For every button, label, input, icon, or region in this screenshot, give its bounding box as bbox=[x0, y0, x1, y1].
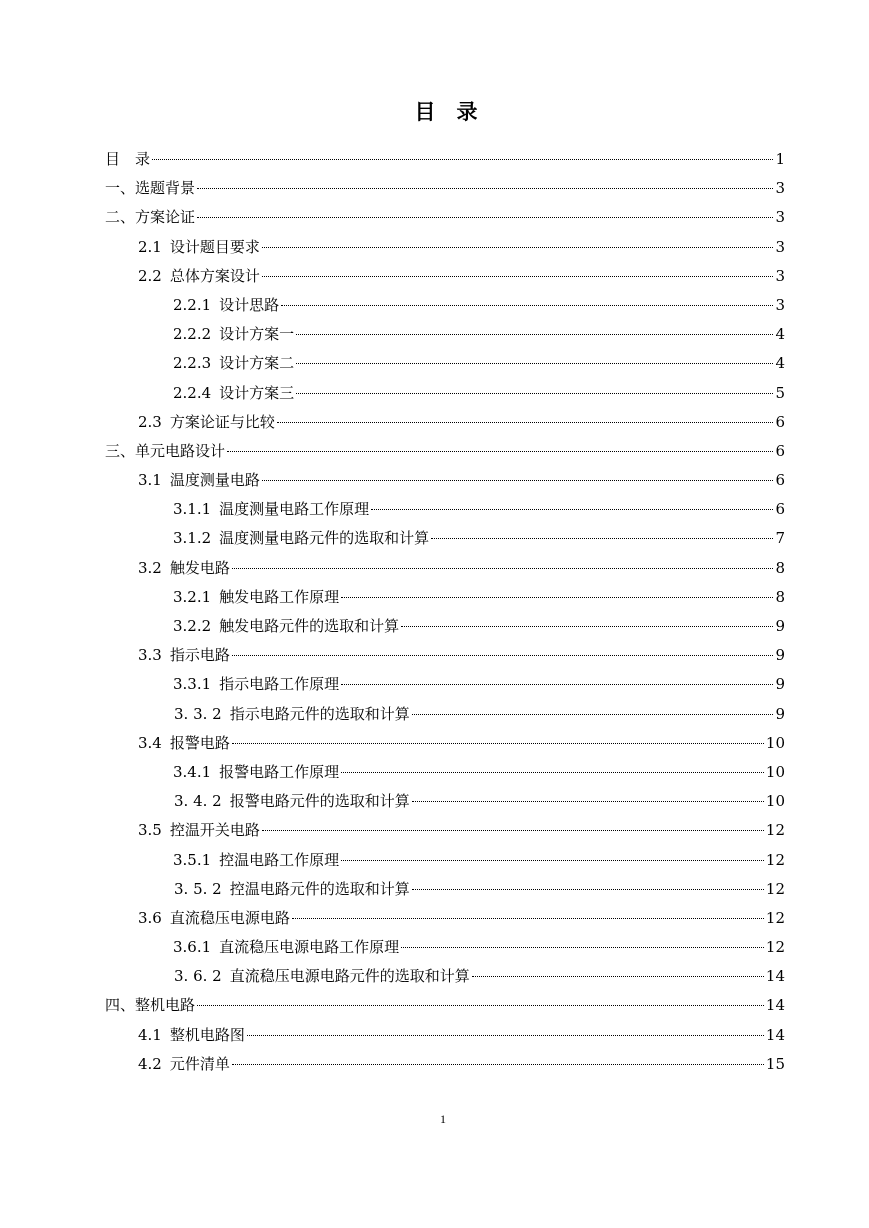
toc-entry[interactable] bbox=[105, 670, 785, 699]
toc-entry-number: 一、 bbox=[105, 179, 136, 198]
toc-entry-page: 12 bbox=[765, 879, 785, 898]
toc-entry[interactable] bbox=[105, 816, 785, 845]
toc-entry-number: 3.3 bbox=[138, 646, 162, 665]
toc-entry-number: 2.3 bbox=[138, 412, 162, 431]
toc-entry[interactable] bbox=[105, 174, 785, 203]
toc-entry-label: 指示电路 bbox=[169, 646, 230, 665]
toc-entry-number: 3.3.1 bbox=[173, 675, 212, 694]
toc-entry[interactable] bbox=[105, 846, 785, 875]
toc-entry-label: 总体方案设计 bbox=[169, 266, 260, 285]
toc-entry-page: 3 bbox=[775, 237, 785, 256]
toc-entry-label: 报警电路工作原理 bbox=[219, 762, 340, 781]
toc-entry-label: 整机电路图 bbox=[169, 1025, 245, 1044]
toc-entry-page: 12 bbox=[765, 821, 785, 840]
toc-dot-leader bbox=[296, 393, 773, 394]
toc-entry-page: 8 bbox=[775, 587, 785, 606]
toc-entry-page: 10 bbox=[765, 733, 785, 752]
toc-dot-leader bbox=[232, 1064, 764, 1065]
toc-entry-page: 9 bbox=[775, 675, 785, 694]
toc-entry-page: 6 bbox=[775, 471, 785, 490]
toc-entry[interactable] bbox=[105, 291, 785, 320]
toc-entry-page: 5 bbox=[775, 383, 785, 402]
toc-entry-label: 控温开关电路 bbox=[169, 821, 260, 840]
toc-dot-leader bbox=[292, 918, 764, 919]
toc-entry-page: 4 bbox=[775, 354, 785, 373]
toc-entry-page: 14 bbox=[765, 1025, 785, 1044]
toc-entry[interactable] bbox=[105, 145, 785, 174]
toc-dot-leader bbox=[232, 655, 774, 656]
toc-entry[interactable] bbox=[105, 495, 785, 524]
toc-entry-page: 10 bbox=[765, 792, 785, 811]
toc-entry-number: 目 录 bbox=[105, 150, 151, 168]
toc-entry-page: 6 bbox=[775, 412, 785, 431]
toc-entry-label: 触发电路工作原理 bbox=[219, 587, 340, 606]
toc-entry-number: 3.2.2 bbox=[173, 617, 212, 635]
toc-entry-page: 15 bbox=[765, 1054, 785, 1073]
toc-dot-leader bbox=[472, 976, 764, 977]
toc-entry-number: 2.2.4 bbox=[173, 383, 212, 402]
toc-entry[interactable] bbox=[105, 466, 785, 495]
toc-entry-page: 12 bbox=[765, 908, 785, 927]
toc-dot-leader bbox=[277, 422, 774, 423]
toc-entry[interactable] bbox=[105, 320, 785, 349]
toc-entry[interactable] bbox=[105, 554, 785, 583]
toc-entry[interactable] bbox=[105, 612, 785, 641]
toc-entry-number: 2.2.2 bbox=[173, 325, 212, 344]
toc-entry[interactable] bbox=[105, 408, 785, 437]
toc-entry-number: 3.1.1 bbox=[173, 500, 212, 519]
toc-entry-page: 8 bbox=[775, 558, 785, 577]
toc-entry[interactable] bbox=[105, 991, 785, 1020]
toc-entry-page: 4 bbox=[775, 325, 785, 344]
toc-entry-page: 9 bbox=[775, 646, 785, 665]
toc-entry[interactable] bbox=[105, 729, 785, 758]
toc-title: 目 录 bbox=[414, 99, 478, 124]
toc-entry-number: 3.6 bbox=[138, 908, 162, 927]
toc-dot-leader bbox=[341, 772, 764, 773]
toc-entry-number: 4.1 bbox=[138, 1025, 162, 1044]
toc-entry-page: 3 bbox=[775, 295, 785, 314]
toc-dot-leader bbox=[262, 276, 774, 277]
toc-entry[interactable] bbox=[105, 524, 785, 553]
toc-entry-page: 3 bbox=[775, 266, 785, 285]
toc-entry-number: 三、 bbox=[105, 441, 136, 460]
toc-entry-label: 温度测量电路 bbox=[169, 471, 260, 490]
toc-entry-number: 3.2 bbox=[138, 558, 162, 577]
toc-entry-label: 报警电路 bbox=[169, 733, 230, 752]
toc-entry[interactable] bbox=[105, 641, 785, 670]
toc-entry-page: 3 bbox=[775, 208, 785, 227]
toc-dot-leader bbox=[197, 1005, 764, 1006]
toc-dot-leader bbox=[227, 451, 773, 452]
toc-entry[interactable] bbox=[105, 1021, 785, 1050]
toc-entry[interactable] bbox=[105, 1050, 785, 1079]
toc-entry-number: 2.2 bbox=[138, 266, 162, 285]
toc-dot-leader bbox=[197, 188, 773, 189]
toc-entry-page: 14 bbox=[765, 967, 785, 986]
toc-dot-leader bbox=[401, 626, 773, 627]
toc-entry-label: 控温电路元件的选取和计算 bbox=[229, 879, 410, 898]
toc-entry[interactable] bbox=[105, 233, 785, 262]
toc-entry[interactable] bbox=[105, 875, 785, 904]
toc-entry[interactable] bbox=[105, 583, 785, 612]
toc-entry[interactable] bbox=[105, 904, 785, 933]
toc-entry-number: 二、 bbox=[105, 208, 136, 227]
toc-entry-number: 3.5.1 bbox=[173, 850, 212, 869]
toc-entry-number: 3. 3. 2 bbox=[174, 704, 222, 723]
toc-entry-number: 3.4 bbox=[138, 733, 162, 752]
toc-entry-label: 设计方案二 bbox=[219, 354, 295, 373]
toc-entry-page: 9 bbox=[775, 704, 785, 723]
toc-entry-label: 单元电路设计 bbox=[135, 441, 226, 460]
toc-dot-leader bbox=[431, 538, 773, 539]
toc-entry-number: 四、 bbox=[105, 996, 136, 1015]
toc-entry-number: 3. 4. 2 bbox=[174, 792, 222, 811]
toc-entry-label: 直流稳压电源电路元件的选取和计算 bbox=[229, 967, 470, 986]
toc-dot-leader bbox=[281, 305, 773, 306]
toc-dot-leader bbox=[152, 159, 773, 160]
toc-dot-leader bbox=[412, 714, 774, 715]
toc-entry-page: 6 bbox=[775, 500, 785, 519]
toc-dot-leader bbox=[197, 217, 773, 218]
toc-entry-page: 7 bbox=[775, 529, 785, 548]
toc-entry-label: 控温电路工作原理 bbox=[219, 850, 340, 869]
toc-dot-leader bbox=[341, 860, 764, 861]
toc-entry-number: 3.1 bbox=[138, 471, 162, 490]
toc-entry-number: 3. 5. 2 bbox=[174, 879, 222, 898]
toc-dot-leader bbox=[412, 889, 764, 890]
toc-entry-label: 直流稳压电源电路工作原理 bbox=[219, 938, 400, 957]
toc-entry-label: 整机电路 bbox=[135, 996, 196, 1015]
page-number: 1 bbox=[440, 1112, 446, 1126]
toc-entry-number: 2.1 bbox=[138, 237, 162, 256]
toc-dot-leader bbox=[262, 480, 774, 481]
toc-entry-label: 方案论证与比较 bbox=[169, 412, 275, 431]
toc-entry-page: 3 bbox=[775, 179, 785, 198]
toc-dot-leader bbox=[232, 568, 774, 569]
toc-entry[interactable] bbox=[105, 262, 785, 291]
toc-entry-number: 2.2.1 bbox=[173, 295, 212, 314]
toc-entry[interactable] bbox=[105, 933, 785, 962]
toc-entry-label: 温度测量电路元件的选取和计算 bbox=[219, 529, 430, 548]
toc-entry-label: 指示电路元件的选取和计算 bbox=[229, 704, 410, 723]
toc-dot-leader bbox=[296, 334, 773, 335]
toc-entry-label: 选题背景 bbox=[135, 179, 196, 198]
toc-entry-number: 3.2.1 bbox=[173, 587, 212, 606]
toc-entry[interactable] bbox=[105, 349, 785, 378]
toc-entry[interactable] bbox=[105, 379, 785, 408]
toc-entry-label: 触发电路 bbox=[169, 558, 230, 577]
toc-entry-label: 设计方案三 bbox=[219, 383, 295, 402]
toc-entry[interactable] bbox=[105, 787, 785, 816]
toc-dot-leader bbox=[262, 247, 774, 248]
toc-entry[interactable] bbox=[105, 758, 785, 787]
toc-dot-leader bbox=[341, 597, 773, 598]
toc-list bbox=[105, 145, 785, 1079]
toc-entry-number: 2.2.3 bbox=[173, 354, 212, 373]
toc-entry-page: 10 bbox=[765, 762, 785, 781]
toc-entry[interactable] bbox=[105, 437, 785, 466]
toc-entry-label: 触发电路元件的选取和计算 bbox=[219, 617, 400, 635]
toc-entry-label: 设计题目要求 bbox=[169, 237, 260, 256]
toc-entry-page: 9 bbox=[775, 617, 785, 635]
toc-entry-label: 温度测量电路工作原理 bbox=[219, 500, 370, 519]
toc-entry-number: 4.2 bbox=[138, 1054, 162, 1073]
toc-entry-page: 12 bbox=[765, 938, 785, 957]
toc-entry-page: 14 bbox=[765, 996, 785, 1015]
toc-entry-page: 12 bbox=[765, 850, 785, 869]
toc-entry-page: 6 bbox=[775, 441, 785, 460]
toc-entry[interactable] bbox=[105, 700, 785, 729]
toc-dot-leader bbox=[341, 684, 773, 685]
toc-dot-leader bbox=[247, 1035, 764, 1036]
toc-entry-label: 直流稳压电源电路 bbox=[169, 908, 290, 927]
toc-entry-number: 3. 6. 2 bbox=[174, 967, 222, 986]
toc-dot-leader bbox=[296, 363, 773, 364]
toc-dot-leader bbox=[371, 509, 773, 510]
toc-entry[interactable] bbox=[105, 203, 785, 232]
toc-entry-label: 指示电路工作原理 bbox=[219, 675, 340, 694]
toc-dot-leader bbox=[262, 830, 764, 831]
toc-entry-label: 方案论证 bbox=[135, 208, 196, 227]
toc-entry[interactable] bbox=[105, 962, 785, 991]
toc-entry-label: 报警电路元件的选取和计算 bbox=[229, 792, 410, 811]
toc-entry-label: 元件清单 bbox=[169, 1054, 230, 1073]
toc-entry-label: 设计方案一 bbox=[219, 325, 295, 344]
toc-entry-number: 3.1.2 bbox=[173, 529, 212, 548]
toc-entry-number: 3.5 bbox=[138, 821, 162, 840]
toc-dot-leader bbox=[401, 947, 764, 948]
toc-entry-number: 3.6.1 bbox=[173, 938, 212, 957]
toc-entry-number: 3.4.1 bbox=[173, 762, 212, 781]
toc-dot-leader bbox=[412, 801, 764, 802]
toc-entry-page: 1 bbox=[775, 150, 785, 168]
toc-entry-label: 设计思路 bbox=[219, 295, 280, 314]
toc-dot-leader bbox=[232, 743, 764, 744]
